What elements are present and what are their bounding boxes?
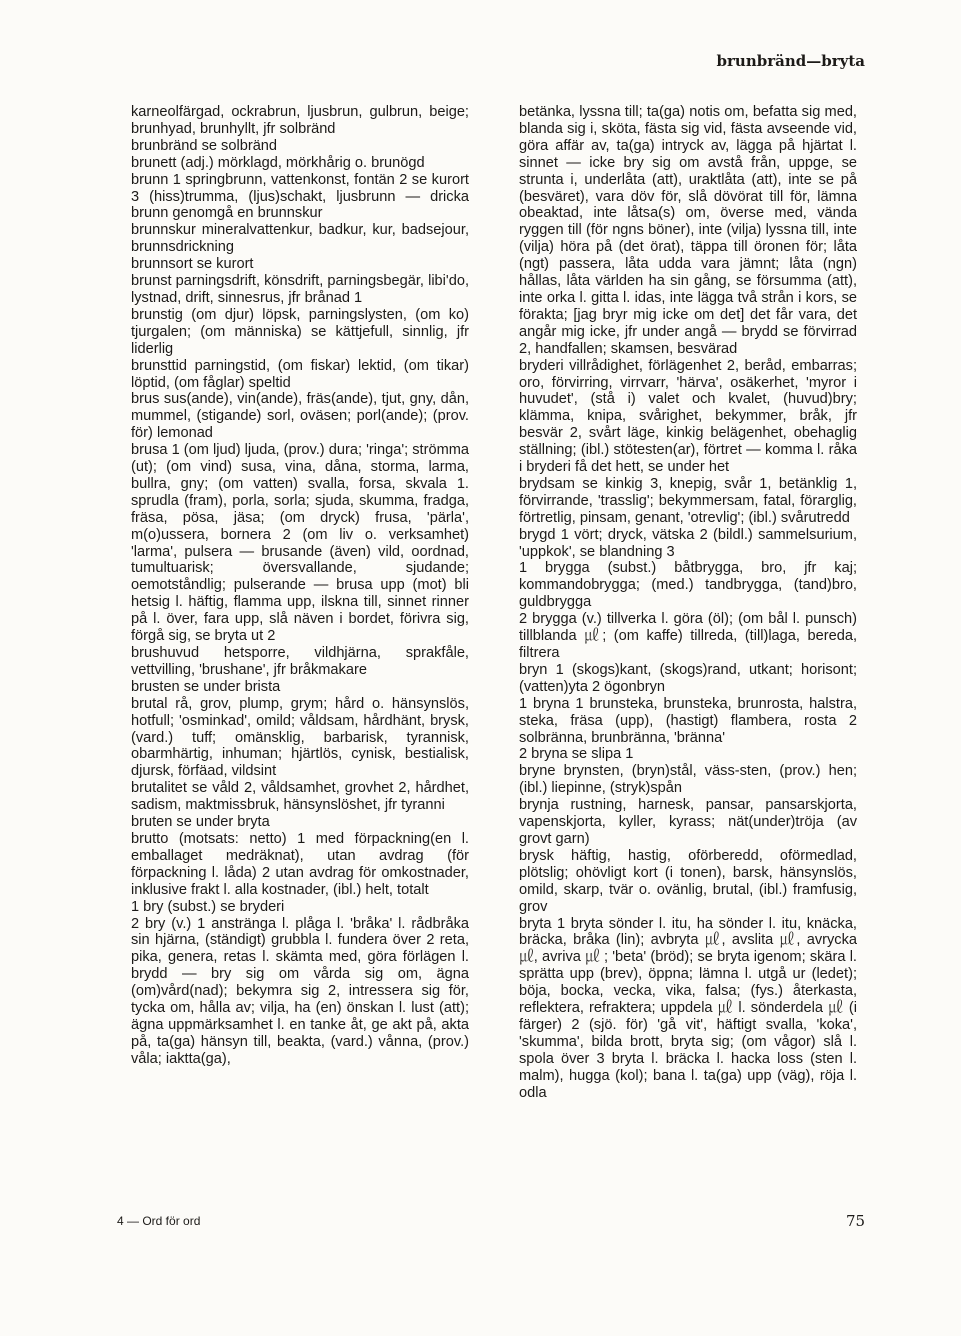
entry: 1 bryna 1 brunsteka, brunsteka, brunrosta, halstra, steka, fräsa (upp), (hastigt) flambera, rosta 2 solbränna, brunbränna, 'bränna' [519,695,857,746]
left-column [131,104,469,1068]
entry: bryne brynsten, (bryn)stål, väss-sten, (prov.) hen; (ibl.) liepinne, (stryk)spån [519,763,857,797]
entry: brunsttid parningstid, (om fiskar) lektid, (om tikar) löptid, (om fåglar) speltid [131,357,469,391]
entry: brynja rustning, harnesk, pansar, pansarskjorta, vapenskjorta, kyller, kyrass; nät(under)tröja (av grovt garn) [519,797,857,847]
entry: 2 bry (v.) 1 anstränga l. plåga l. 'bråka' l. rådbråka sin hjärna, (ständigt) grubbla l. fundera över 2 reta, pika, genera, retas l. skämta med, göra förlägen l. brydd — bry sig om vårda sig om, ägna (om)vård(nad); bekymra sig 2, intressera sig för, tycka om, hålla av; vilja, ha (en) önskan l. lust (att); ägna uppmärksamhet l. en tanke åt, ge akt på, akta på, ta(ga) hänsyn till, beakta, (vard.) vånna, (prov.) våla; iaktta(ga), [131,915,469,1067]
entry: brushuvud hetsporre, vildhjärna, sprakfåle, vettvilling, 'brushane', jfr bråkmakare [131,645,469,678]
entry: bryderi villrådighet, förlägenhet 2, beråd, embarras; oro, förvirring, virrvarr, 'härva', osäkerhet, 'myror i huvudet', (stå i) valet och kvalet, (huvud)bry; klämma, knipa, svårighet, bekymmer, bråk, jfr besvär 2, svårt läge, kinkig belägenhet, obehaglig ställning; (ibl.) stötesten(ar), förtret — komma l. råka i bryderi få det hett, se under het [519,357,857,476]
entry: brunn 1 springbrunn, vattenkonst, fontän 2 se kurort 3 (hiss)trumma, (ljus)schakt, ljusbrunn — dricka brunn genomgå en brunnskur [131,171,469,222]
entry: brydsam se kinkig 3, knepig, svår 1, betänklig 1, förvirrande, 'trasslig'; bekymmersam, fatal, förarglig, förtretlig, pinsam, genant, 'otrevlig'; (ibl.) svårutredd [519,475,857,526]
entry: brunstig (om djur) löpsk, parningslysten, (om ko) tjurgalen; (om människa) se kättjefull, sinnlig, jfr liderlig [131,306,469,357]
entry: brusten se under brista [131,678,281,695]
entry: brunnsort se kurort [131,256,254,273]
entry: brygd 1 vört; dryck, vätska 2 (bildl.) sammelsurium, 'uppkok', se blandning 3 [519,526,857,560]
entry: bruten se under bryta [131,814,270,831]
entry: 2 brygga (v.) tillverka l. göra (öl); (om bål l. punsch) tillblanda ㎕; (om kaffe) tillreda, (till)laga, bereda, filtrera [519,611,857,661]
footer-left: 4 — Ord för ord [117,1214,201,1228]
entry: brunett (adj.) mörklagd, mörkhårig o. brunögd [131,154,425,171]
right-column [519,104,857,1101]
page-number: 75 [846,1212,866,1230]
entry: brutalitet se våld 2, våldsamhet, grovhet 2, hårdhet, sadism, maktmissbruk, hänsynslöshet, jfr tyranni [131,780,469,814]
entry: brunst parningsdrift, könsdrift, parningsbegär, libi'do, lystnad, drift, sinnesrus, jfr brånad 1 [131,273,469,306]
entry: brunnskur mineralvattenkur, badkur, kur, badsejour, brunnsdrickning [131,222,469,256]
entry: brutto (motsats: netto) 1 med förpackning(en l. emballaget medräknat), utan avdrag (för förpackning l. låda) 2 utan avdrag för omkostnader, inklusive frakt l. alla kostnader, (ibl.) helt, totalt [131,830,469,898]
entry: 2 bryna se slipa 1 [519,746,634,763]
entry: brunbränd se solbränd [131,137,278,154]
entry: betänka, lyssna till; ta(ga) notis om, befatta sig med, blanda sig i, sköta, fästa sig vid, fästa avseende vid, göra affär av, ta(ga) intryck av, lägga på hjärtat l. sinnet — icke bry sig om avstå från, uppge, se strunta i, underlåta (att), uraktlåta (att), inte se på (besväret), vara döv för, slå dövörat till för, lämna obeaktad, inte låtsa(s) om, överse med, vända ryggen till (för ngns böner), inte (vilja) lyssna till, inte (vilja) höra på (det örat), täppa till öronen för; låta (ngt) passera, låta udda vara jämnt; låta (ngn) hållas, låta världen ha sin gång, se försumma (att), inte orka l. gitta l. idas, inte lägga två strån i kors, se förakta; [jag bryr mig icke om det] det får vara, det angår mig icke, jfr under angå — brydd se förvirrad 2, handfallen; skamsen, besvärad [519,104,857,357]
entry: brus sus(ande), vin(ande), fräs(ande), tjut, gny, dån, mummel, (stigande) sorl, oväsen; porl(ande); (prov. för) lemonad [131,391,469,442]
entry: 1 bry (subst.) se bryderi [131,898,285,915]
entry: 1 brygga (subst.) båtbrygga, bro, jfr kaj; kommandobrygga; (med.) tandbrygga, (tand)bro, guldbrygga [519,560,857,611]
entry: brusa 1 (om ljud) ljuda, (prov.) dura; 'ringa'; strömma (ut); (om vind) susa, vina, dåna, storma, larma, bullra, gny; (om vatten) svalla, forsa, skvala 1. sprudla (fram), porla, sorla; sjuda, skumma, fradga, fräsa, pösa, jäsa; (om dryck) frusa, 'pärla', m(o)ussera, bornera 2 (om liv o. verksamhet) 'larma', pulsera — brusande (även) vild, oordnad, tumultuarisk; översvallande, sjudande; oemotståndlig; pulserande — brusa upp (mot) bli hetsig l. häftig, flamma upp, ilskna till, sinnet rinner på l. över, fara upp, slå näven i bordet, förivra sig, förgå sig, se bryta ut 2 [131,442,469,645]
entry: bryn 1 (skogs)kant, (skogs)rand, utkant; horisont; (vatten)yta 2 ögonbryn [519,661,857,695]
running-head: brunbränd—bryta [716,52,865,70]
entry: brysk häftig, hastig, oförberedd, oförmedlad, plötslig; ohövligt kort (i tonen), barsk, hänsynslös, omild, skarp, tvär o. ovänlig, brutal, (ibl.) framfusig, grov [519,847,857,915]
entry: karneolfärgad, ockrabrun, ljusbrun, gulbrun, beige; brunhyad, brunhyllt, jfr solbränd [131,104,469,137]
entry: bryta 1 bryta sönder l. itu, ha sönder l. itu, knäcka, bräcka, bråka (lin); avbryta ㎕, avslita ㎕, avrycka ㎕, avriva ㎕ ; 'beta' (bröd); se bryta igenom; skära l. sprätta upp (brev), öppna; lämna l. utgå ur (ledet); böja, bocka, vecka, vika, falsa; (fys.) återkasta, reflektera, refraktera; uppdela ㎕ l. sönderdela ㎕ (i färger) 2 (sjö. för) 'gå vit', häftigt svalla, 'koka', 'skumma', bilda brott, bryta sig; (om vågor) slå l. spola över 3 bryta l. bräcka l. hacka loss (sten l. malm), hugga (kol); bana l. ta(ga) upp (väg), röja l. odla [519,915,857,1101]
entry: brutal rå, grov, plump, grym; hård o. hänsynslös, hotfull; 'osminkad', omild; våldsam, hårdhänt, brysk, (vard.) tuff; omänsklig, barbarisk, tyrannisk, obarmhärtig, inhuman; hjärtlös, cynisk, bestialisk, djursk, förfäad, vildsint [131,695,469,780]
